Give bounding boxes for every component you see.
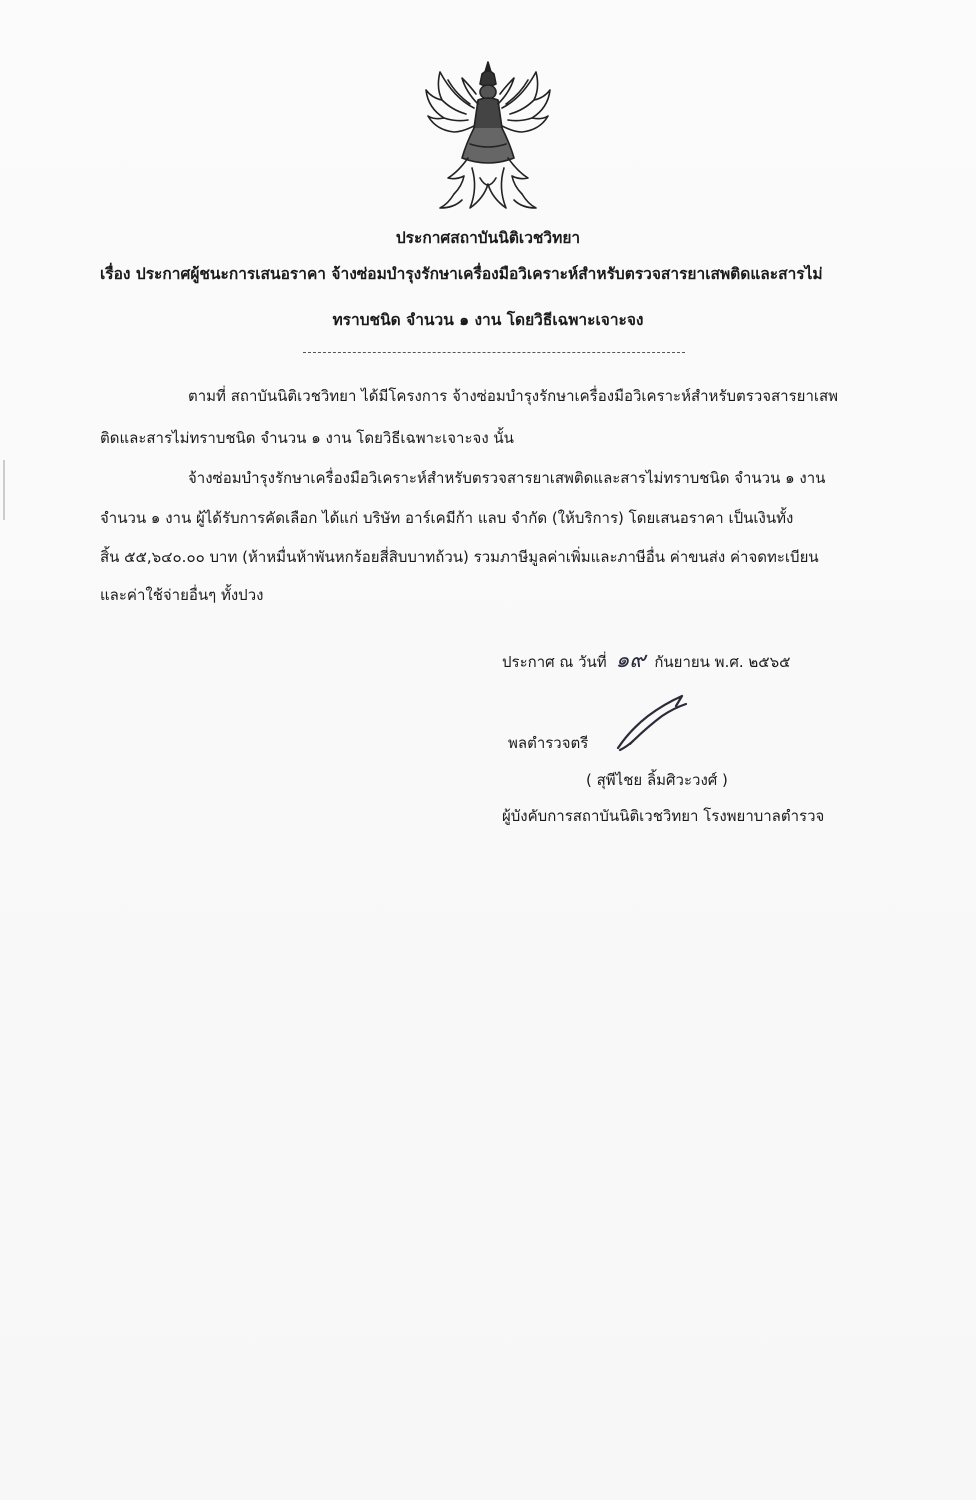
subject-line-1: เรื่อง ประกาศผู้ชนะการเสนอราคา จ้างซ่อมบำรุงรักษาเครื่องมือวิเคราะห์สำหรับตรวจสารยาเสพติดและสารไม่ <box>100 265 823 283</box>
signer-position: ผู้บังคับการสถาบันนิติเวชวิทยา โรงพยาบาลตำรวจ <box>502 807 825 825</box>
announcement-day: ๑๙ <box>615 648 646 673</box>
paragraph-1-line-1: ตามที่ สถาบันนิติเวชวิทยา ได้มีโครงการ จ้างซ่อมบำรุงรักษาเครื่องมือวิเคราะห์สำหรับตรวจสารยาเสพ <box>188 387 839 405</box>
garuda-emblem-icon <box>418 58 558 216</box>
announcement-date <box>502 650 791 673</box>
agency-heading: ประกาศสถาบันนิติเวชวิทยา <box>395 229 581 247</box>
paragraph-1-line-2: ติดและสารไม่ทราบชนิด จำนวน ๑ งาน โดยวิธีเฉพาะเจาะจง นั้น <box>100 429 514 447</box>
paragraph-2-line-3: สิ้น ๕๕,๖๔๐.๐๐ บาท (ห้าหมื่นห้าพันหกร้อยสี่สิบบาทถ้วน) รวมภาษีมูลค่าเพิ่มและภาษีอื่น ค่าขนส่ง ค่าจดทะเบียน <box>100 548 819 566</box>
announcement-prefix: ประกาศ ณ วันที่ <box>502 653 607 671</box>
paragraph-2-line-1: จ้างซ่อมบำรุงรักษาเครื่องมือวิเคราะห์สำหรับตรวจสารยาเสพติดและสารไม่ทราบชนิด จำนวน ๑ งาน <box>188 469 826 487</box>
signer-rank: พลตำรวจตรี <box>508 734 589 752</box>
handwritten-signature-icon <box>600 686 700 756</box>
paragraph-2-line-2: จำนวน ๑ งาน ผู้ได้รับการคัดเลือก ได้แก่ บริษัท อาร์เคมีก้า แลบ จำกัด (ให้บริการ) โดยเสนอราคา เป็นเงินทั้ง <box>100 509 794 527</box>
signer-name: ( สุพีไชย ลิ้มศิวะวงศ์ ) <box>586 771 728 789</box>
announcement-month-year: กันยายน พ.ศ. ๒๕๖๕ <box>654 653 791 671</box>
scan-margin-mark <box>3 460 5 520</box>
subject-line-2: ทราบชนิด จำนวน ๑ งาน โดยวิธีเฉพาะเจาะจง <box>332 311 644 329</box>
paragraph-2-line-4: และค่าใช้จ่ายอื่นๆ ทั้งปวง <box>100 586 264 604</box>
dashed-divider <box>303 352 685 353</box>
